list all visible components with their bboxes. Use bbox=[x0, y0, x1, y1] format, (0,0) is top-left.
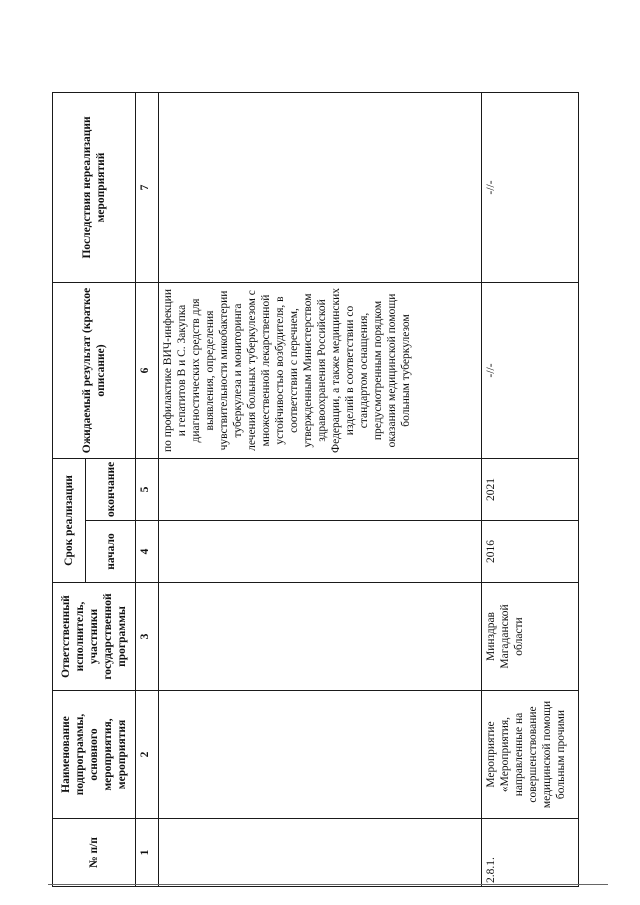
header-number: № п/п bbox=[53, 819, 136, 887]
column-number: 3 bbox=[136, 583, 159, 691]
header-result: Ожидаемый результат (краткое описание) bbox=[53, 282, 136, 458]
row-start: 2016 bbox=[482, 521, 579, 583]
column-numbers-row bbox=[136, 92, 159, 886]
row-number: 2.8.1. bbox=[482, 819, 579, 887]
column-number: 1 bbox=[136, 819, 159, 887]
measures-table bbox=[52, 92, 579, 887]
header-name: Наименование подпрограммы, основного мероприятия, мероприятия bbox=[53, 691, 136, 819]
row-end: 2021 bbox=[482, 458, 579, 520]
row-consequence: -//- bbox=[482, 92, 579, 282]
row-number bbox=[159, 819, 482, 887]
header-period: Срок реализации bbox=[53, 458, 86, 582]
column-number: 6 bbox=[136, 282, 159, 458]
header-consequence: Последствия нереализации мероприятий bbox=[53, 92, 136, 282]
column-number: 2 bbox=[136, 691, 159, 819]
row-end bbox=[159, 458, 482, 520]
column-number: 4 bbox=[136, 521, 159, 583]
column-number: 7 bbox=[136, 92, 159, 282]
page-edge-line bbox=[48, 884, 608, 885]
table-row bbox=[482, 92, 579, 886]
table-row bbox=[159, 92, 482, 886]
row-start bbox=[159, 521, 482, 583]
row-result: -//- bbox=[482, 282, 579, 458]
row-name bbox=[159, 691, 482, 819]
row-responsible: Минздрав Магаданской области bbox=[482, 583, 579, 691]
row-result: по профилактике ВИЧ-инфекции и гепатитов В и С. Закупка диагностических средств для выявления, определения чувствительности микобактерии туберкулеза и мониторинга лечения больных туберкулезом с множественной лекарственной устойчивостью возбудителя, в соответствии с перечнем, утвержденным Министерством здравоохранения Российской Федерации, а также медицинских изделий в соответствии со стандартом оснащения, предусмотренным порядком оказания медицинской помощи больным туберкулезом bbox=[159, 282, 482, 458]
row-responsible bbox=[159, 583, 482, 691]
row-consequence bbox=[159, 92, 482, 282]
row-name: Мероприятие «Мероприятия, направленные на совершенствование медицинской помощи больным прочими bbox=[482, 691, 579, 819]
header-start: начало bbox=[86, 521, 136, 583]
header-end: окончание bbox=[86, 458, 136, 520]
header-responsible: Ответственный исполнитель, участники государственной программы bbox=[53, 583, 136, 691]
header-row-1 bbox=[53, 92, 86, 886]
column-number: 5 bbox=[136, 458, 159, 520]
